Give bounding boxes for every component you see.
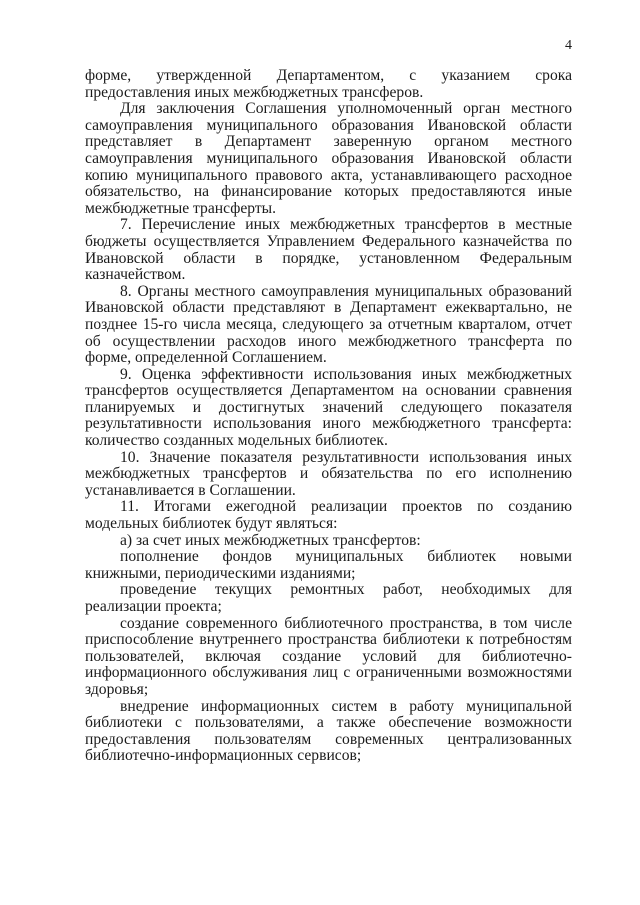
paragraph-continuation: форме, утвержденной Департаментом, с указанием срока предоставления иных межбюджетных трансферов. <box>85 67 572 101</box>
page-number: 4 <box>565 38 572 53</box>
paragraph-8: 8. Органы местного самоуправления муниципальных образований Ивановской области представляют в Департамент ежеквартально, не позднее 15-го числа месяца, следующего за отчетным кварталом, отчет об осуществлении расходов иного межбюджетного трансферта по форме, определенной Соглашением. <box>85 282 572 367</box>
document-body <box>85 68 572 765</box>
list-item-collections: пополнение фондов муниципальных библиотек новыми книжными, периодическими изданиями; <box>85 548 572 582</box>
paragraph-7: 7. Перечисление иных межбюджетных трансфертов в местные бюджеты осуществляется Управлением Федерального казначейства по Ивановской области в порядке, установленном Федеральным казначейством. <box>85 216 572 284</box>
paragraph-9: 9. Оценка эффективности использования иных межбюджетных трансфертов осуществляется Департаментом на основании сравнения планируемых и достигнутых значений следующего показателя результативности использования иного межбюджетного трансферта: количество созданных модельных библиотек. <box>85 365 572 450</box>
list-item-repairs: проведение текущих ремонтных работ, необходимых для реализации проекта; <box>85 581 572 615</box>
paragraph-agreement: Для заключения Соглашения уполномоченный орган местного самоуправления муниципального образования Ивановской области представляет в Департамент заверенную органом местного самоуправления муниципального образования Ивановской области копию муниципального правового акта, устанавливающего расходное обязательство, на финансирование которых предоставляются иные межбюджетные трансферты. <box>85 100 572 217</box>
paragraph-11: 11. Итогами ежегодной реализации проектов по созданию модельных библиотек будут являться: <box>85 498 572 533</box>
paragraph-10: 10. Значение показателя результативности использования иных межбюджетных трансфертов и обязательства по его исполнению устанавливается в Соглашении. <box>85 448 572 499</box>
list-item-space: создание современного библиотечного пространства, в том числе приспособление внутреннего пространства библиотеки к потребностям пользователей, включая создание условий для библиотечно-информационного обслуживания лиц с ограниченными возможностями здоровья; <box>85 614 572 698</box>
paragraph-11a: а) за счет иных межбюджетных трансфертов: <box>120 531 421 549</box>
list-item-info-systems: внедрение информационных систем в работу муниципальной библиотеки с пользователями, а также обеспечение возможности предоставления пользователям современных централизованных библиотечно-информационных сервисов; <box>85 697 572 765</box>
